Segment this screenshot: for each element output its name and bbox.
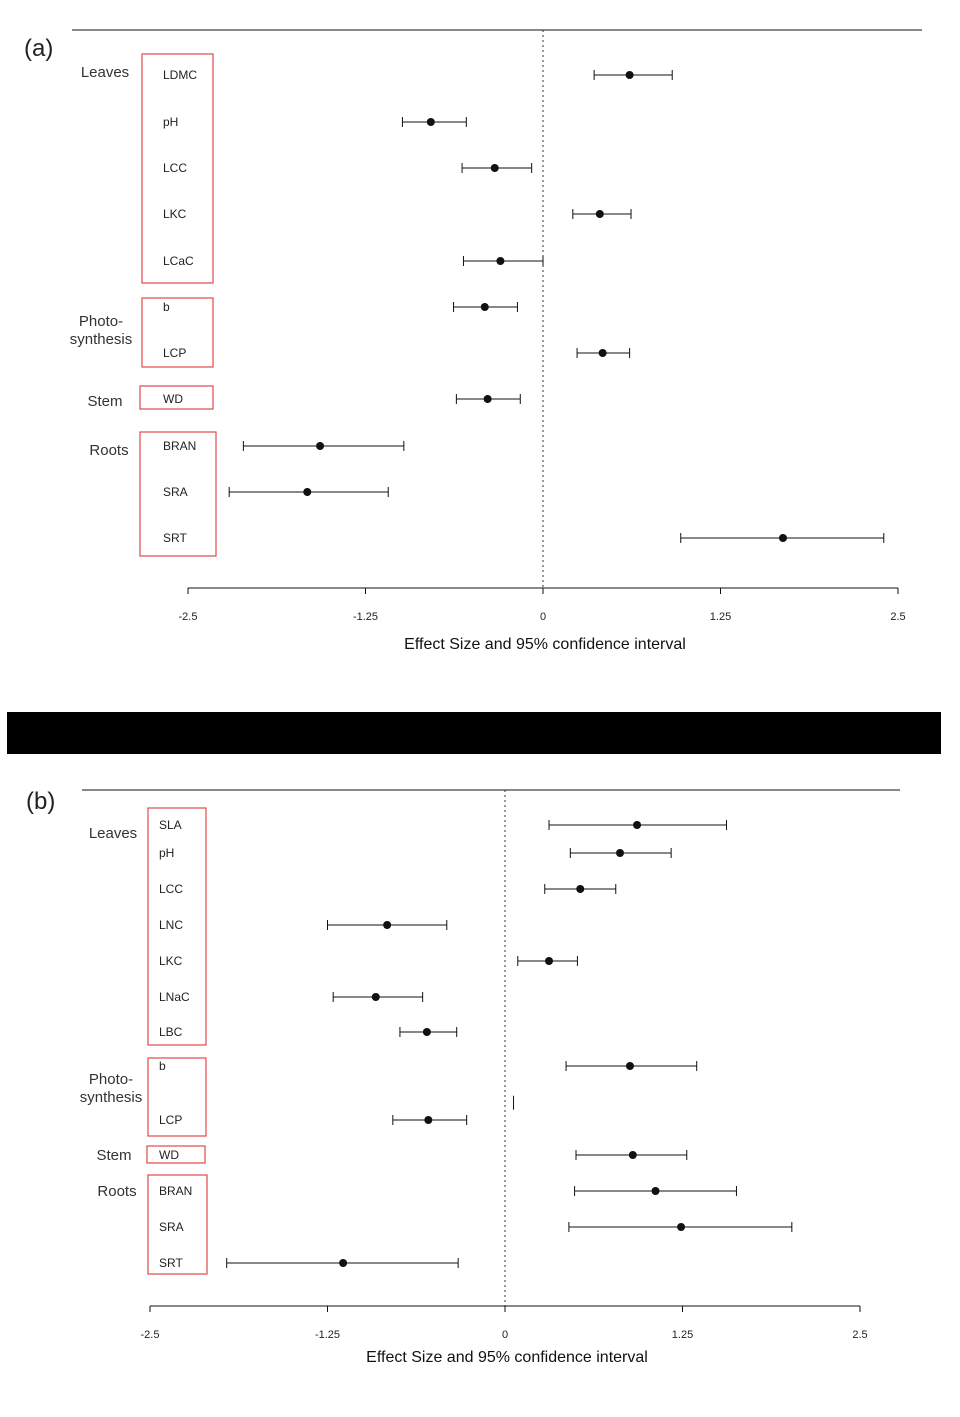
x-tick-label: -2.5 bbox=[178, 611, 198, 623]
effect-point bbox=[629, 1151, 637, 1159]
trait-label: WD bbox=[159, 1148, 179, 1162]
group-label: Roots bbox=[97, 1183, 137, 1200]
effect-point bbox=[372, 993, 380, 1001]
effect-point bbox=[496, 257, 504, 265]
effect-point bbox=[626, 71, 634, 79]
x-tick-label: 1.25 bbox=[671, 1329, 694, 1341]
effect-point bbox=[383, 921, 391, 929]
trait-label: SRA bbox=[163, 485, 188, 499]
effect-point bbox=[626, 1062, 634, 1070]
effect-point bbox=[599, 349, 607, 357]
effect-point bbox=[596, 210, 604, 218]
effect-point bbox=[633, 821, 641, 829]
trait-label: BRAN bbox=[159, 1184, 193, 1198]
trait-label: SRA bbox=[159, 1220, 184, 1234]
trait-label: SRT bbox=[159, 1256, 183, 1270]
group-label: Stem bbox=[96, 1147, 132, 1164]
trait-label: LBC bbox=[159, 1025, 183, 1039]
trait-label: BRAN bbox=[163, 439, 197, 453]
group-label: Roots bbox=[89, 442, 129, 459]
effect-point bbox=[576, 885, 584, 893]
effect-point bbox=[424, 1116, 432, 1124]
trait-label: pH bbox=[163, 115, 179, 129]
effect-point bbox=[481, 303, 489, 311]
x-tick-label: -2.5 bbox=[140, 1329, 160, 1341]
group-label: Leaves bbox=[88, 825, 138, 842]
effect-point bbox=[779, 534, 787, 542]
group-label: Stem bbox=[87, 393, 123, 410]
effect-point bbox=[491, 164, 499, 172]
x-tick-label: 2.5 bbox=[890, 611, 906, 623]
panel-separator-bar bbox=[7, 712, 941, 754]
x-tick-label: 2.5 bbox=[852, 1329, 868, 1341]
x-tick-label: -1.25 bbox=[352, 611, 379, 623]
group-label: Leaves bbox=[80, 64, 130, 81]
trait-label: LCaC bbox=[163, 254, 194, 268]
trait-label: LKC bbox=[159, 954, 183, 968]
x-axis-title: Effect Size and 95% confidence interval bbox=[404, 636, 686, 653]
trait-label: LCC bbox=[163, 161, 188, 175]
trait-label: LCP bbox=[159, 1113, 183, 1127]
trait-label: SLA bbox=[159, 818, 182, 832]
effect-point bbox=[677, 1223, 685, 1231]
effect-point bbox=[427, 118, 435, 126]
trait-label: LDMC bbox=[163, 68, 198, 82]
effect-point bbox=[316, 442, 324, 450]
x-tick-label: 0 bbox=[539, 611, 547, 623]
effect-point bbox=[545, 957, 553, 965]
effect-point bbox=[616, 849, 624, 857]
trait-label: LCC bbox=[159, 882, 184, 896]
effect-point bbox=[652, 1187, 660, 1195]
trait-label: LCP bbox=[163, 346, 187, 360]
trait-label: LKC bbox=[163, 207, 187, 221]
trait-label: b bbox=[163, 300, 170, 314]
trait-label: LNC bbox=[159, 918, 184, 932]
x-tick-label: 0 bbox=[501, 1329, 509, 1341]
effect-point bbox=[484, 395, 492, 403]
effect-point bbox=[423, 1028, 431, 1036]
trait-label: SRT bbox=[163, 531, 187, 545]
group-label: Photo-synthesis bbox=[79, 1071, 143, 1106]
x-tick-label: 1.25 bbox=[709, 611, 732, 623]
effect-point bbox=[303, 488, 311, 496]
effect-point bbox=[339, 1259, 347, 1267]
trait-label: WD bbox=[163, 392, 183, 406]
x-axis-title: Effect Size and 95% confidence interval bbox=[366, 1349, 648, 1366]
trait-label: pH bbox=[159, 846, 175, 860]
panel-label: (a) bbox=[24, 35, 54, 62]
panel-label: (b) bbox=[26, 788, 56, 815]
trait-label: LNaC bbox=[159, 990, 190, 1004]
x-tick-label: -1.25 bbox=[314, 1329, 341, 1341]
group-label: Photo-synthesis bbox=[69, 313, 133, 348]
trait-label: b bbox=[159, 1059, 166, 1073]
